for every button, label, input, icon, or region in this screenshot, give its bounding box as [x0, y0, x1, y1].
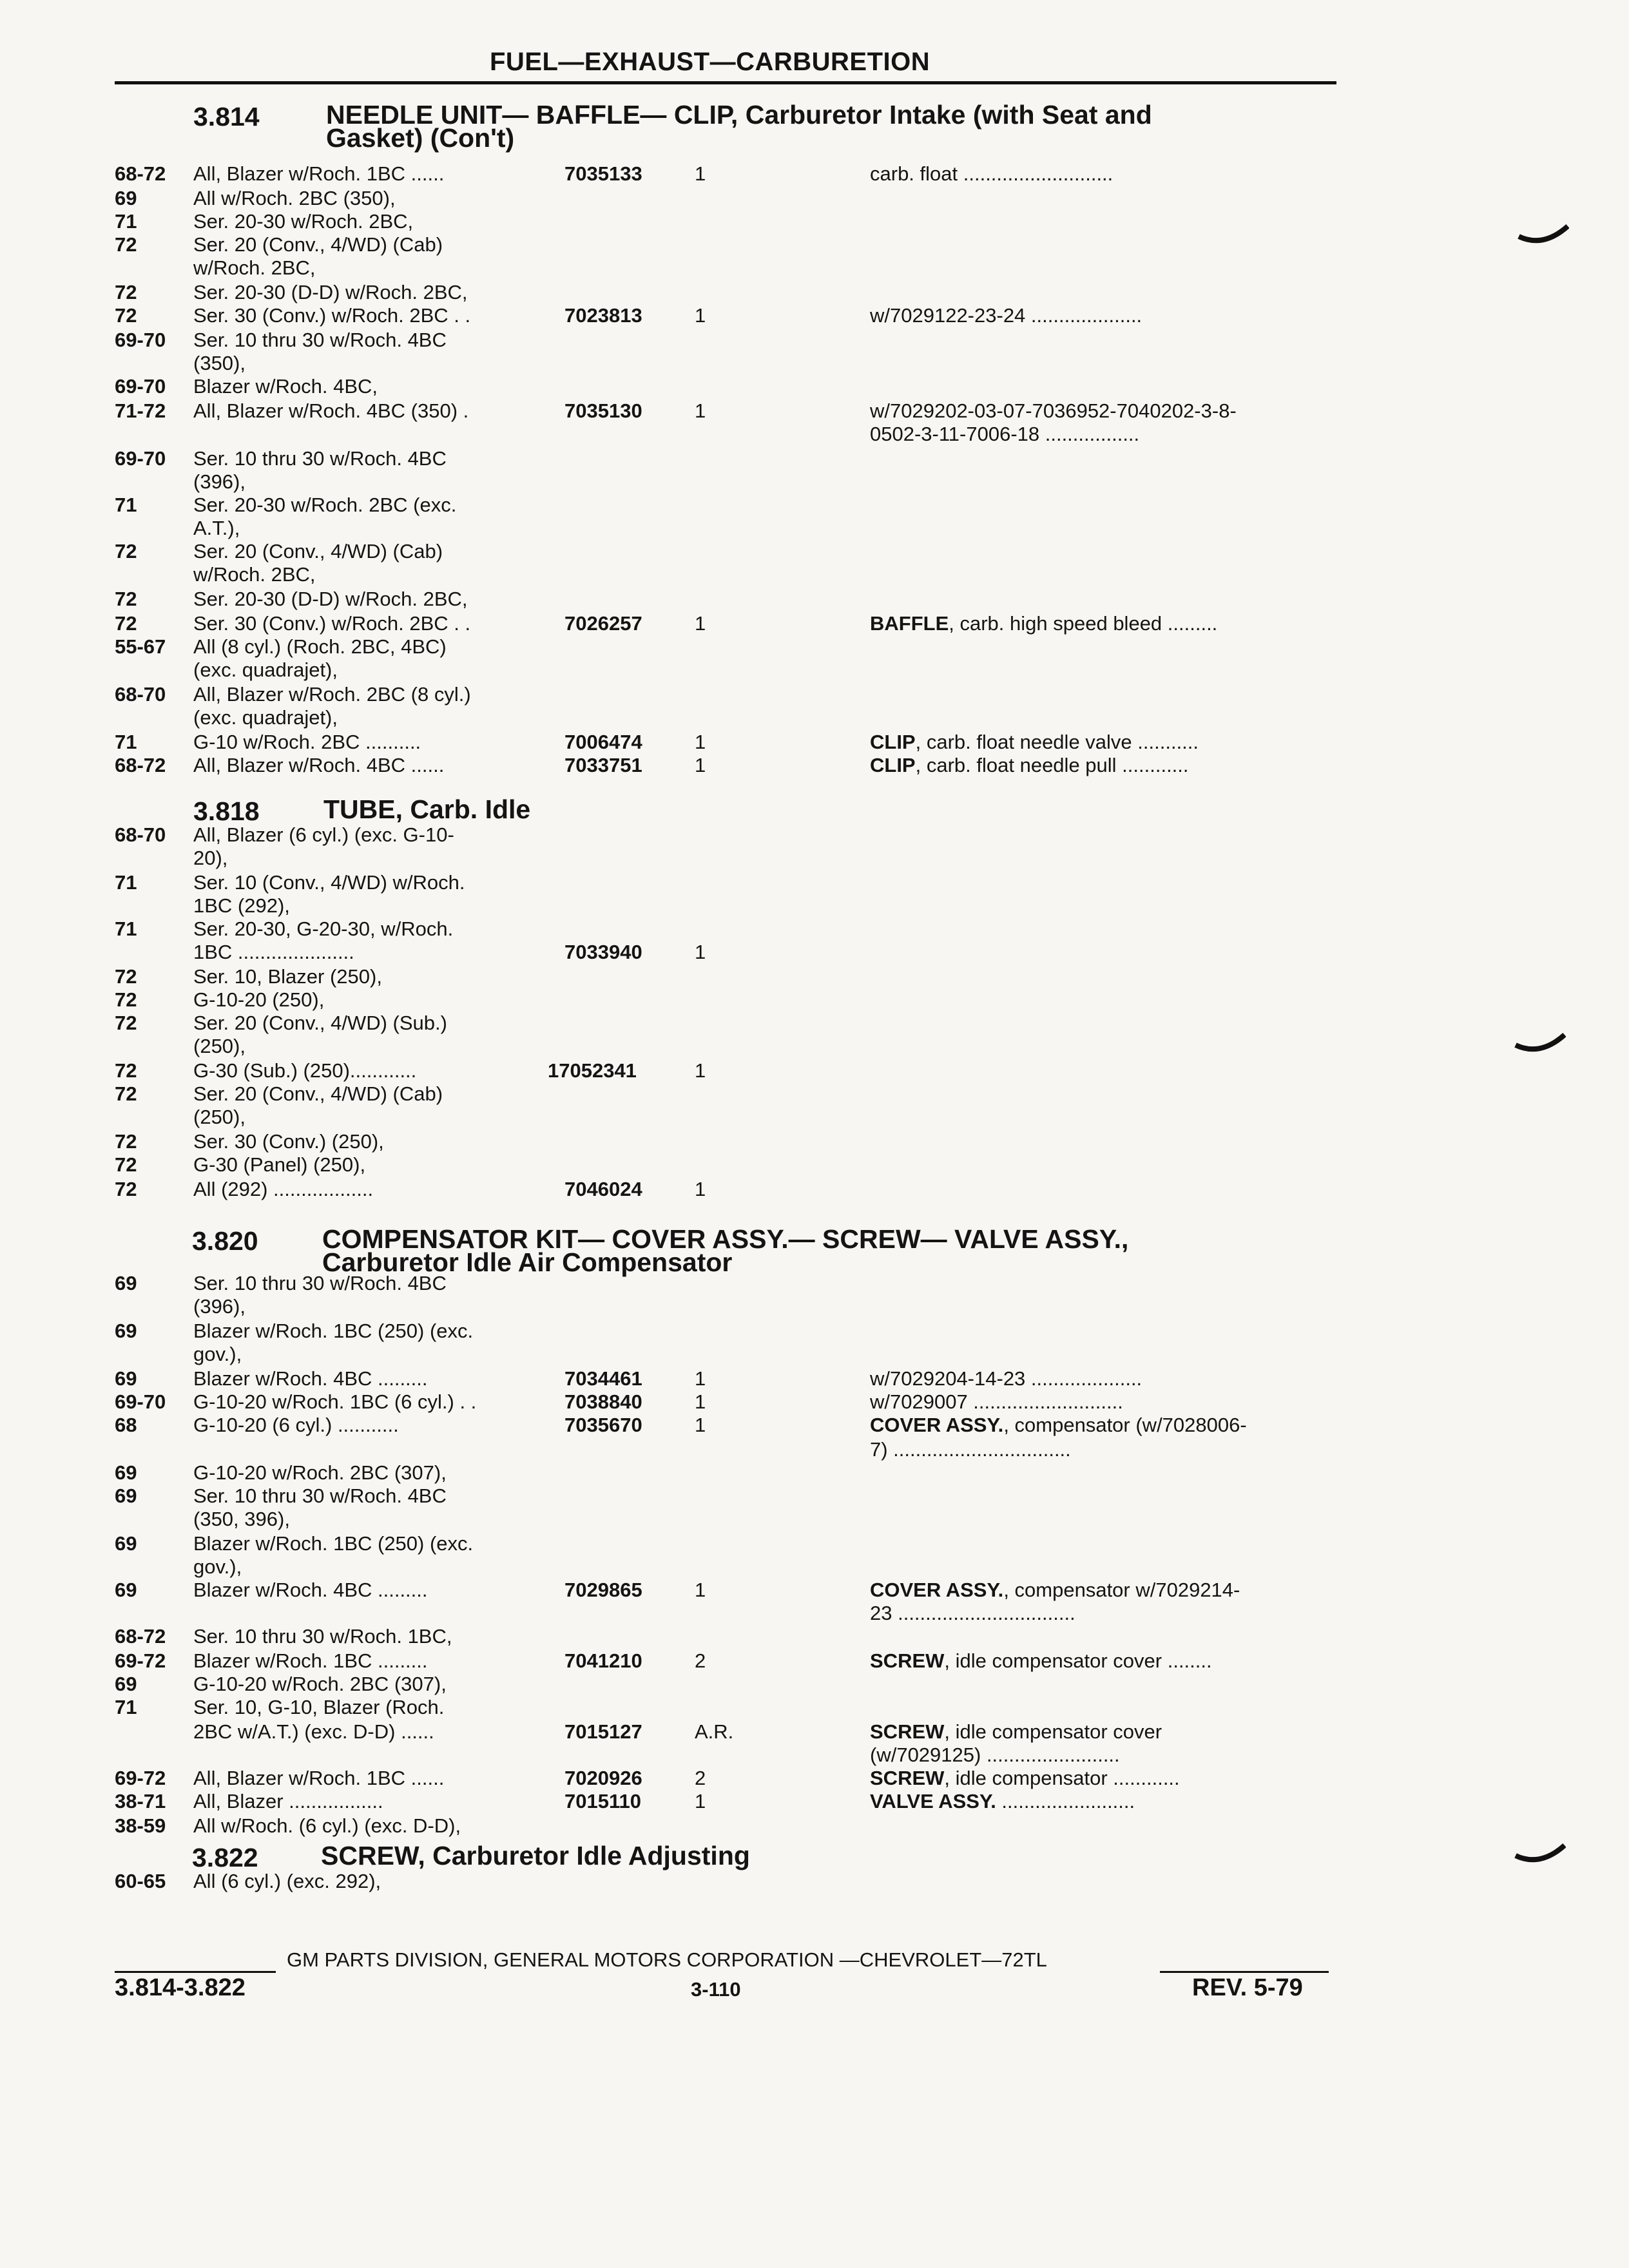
row-application: All, Blazer w/Roch. 4BC ...... [193, 754, 445, 776]
row-year: 71 [115, 1696, 137, 1718]
section-3818-title: TUBE, Carb. Idle [323, 794, 531, 824]
row-application: G-10-20 (6 cyl.) ........... [193, 1414, 399, 1436]
row-year: 69 [115, 1485, 137, 1507]
row-year: 72 [115, 1130, 137, 1153]
row-part-number: 7035130 [564, 399, 642, 422]
row-application: 2BC w/A.T.) (exc. D-D) ...... [193, 1720, 434, 1743]
row-year: 69 [115, 1320, 137, 1342]
row-part-number: 7033751 [564, 754, 642, 776]
section-3814-title: NEEDLE UNIT— BAFFLE— CLIP, Carburetor Intake (with Seat and Gasket) (Con't) [326, 100, 1152, 153]
row-year: 69 [115, 1673, 137, 1695]
row-part-number: 7026257 [564, 612, 642, 635]
section-3820-number: 3.820 [192, 1226, 258, 1256]
row-part-number: 7020926 [564, 1767, 642, 1789]
row-application: All (292) .................. [193, 1178, 374, 1200]
section-3814-number: 3.814 [193, 102, 260, 131]
row-application: Ser. 10 thru 30 w/Roch. 1BC, [193, 1625, 452, 1648]
row-year: 69-70 [115, 375, 166, 398]
footer-page-number: 3-110 [691, 1978, 741, 2001]
row-description: w/7029202-03-07-7036952-7040202-3-8- [870, 399, 1237, 422]
footer-section-range: 3.814-3.822 [115, 1974, 246, 2001]
row-application: G-10-20 w/Roch. 2BC (307), [193, 1461, 447, 1484]
row-description: CLIP, carb. float needle valve ........... [870, 731, 1199, 753]
row-application: G-30 (Panel) (250), [193, 1153, 366, 1176]
row-application: Blazer w/Roch. 4BC, [193, 375, 378, 398]
row-quantity: 1 [695, 1367, 706, 1390]
row-application: Ser. 10 thru 30 w/Roch. 4BC [193, 1485, 447, 1507]
row-application: Ser. 30 (Conv.) w/Roch. 2BC . . [193, 304, 471, 327]
row-part-number: 7033940 [564, 941, 642, 963]
row-quantity: 2 [695, 1649, 706, 1672]
row-part-number: 7006474 [564, 731, 642, 753]
row-year: 72 [115, 588, 137, 610]
row-application: Ser. 20-30 w/Roch. 2BC (exc. [193, 494, 457, 516]
row-year: 68-70 [115, 823, 166, 846]
row-description: SCREW, idle compensator ............ [870, 1767, 1180, 1789]
row-year: 72 [115, 612, 137, 635]
row-description: CLIP, carb. float needle pull ............ [870, 754, 1189, 776]
footer-rule-left [115, 1971, 276, 1973]
row-application: Ser. 20 (Conv., 4/WD) (Sub.) [193, 1012, 447, 1034]
row-application: (350, 396), [193, 1508, 290, 1530]
row-application: Ser. 20-30 (D-D) w/Roch. 2BC, [193, 588, 468, 610]
row-quantity: 1 [695, 754, 706, 776]
section-3820-title: COMPENSATOR KIT— COVER ASSY.— SCREW— VALVE ASSY., Carburetor Idle Air Compensator [322, 1224, 1129, 1277]
footer-revision: REV. 5-79 [1192, 1974, 1303, 2001]
row-year: 69 [115, 1532, 137, 1555]
row-year: 69-70 [115, 447, 166, 470]
row-year: 69-70 [115, 1390, 166, 1413]
row-application: All, Blazer w/Roch. 1BC ...... [193, 162, 445, 185]
row-application: Ser. 20-30, G-20-30, w/Roch. [193, 918, 454, 940]
row-part-number: 7035133 [564, 162, 642, 185]
row-description: SCREW, idle compensator cover [870, 1720, 1162, 1743]
row-quantity: 1 [695, 162, 706, 185]
row-year: 72 [115, 1012, 137, 1034]
footer-publisher: GM PARTS DIVISION, GENERAL MOTORS CORPORATION —CHEVROLET—72TL [287, 1948, 1047, 1971]
row-year: 72 [115, 233, 137, 256]
row-application: (250), [193, 1035, 246, 1057]
row-application: Ser. 20 (Conv., 4/WD) (Cab) [193, 540, 443, 562]
row-quantity: 1 [695, 1790, 706, 1812]
row-application: (250), [193, 1106, 246, 1128]
row-quantity: 1 [695, 1059, 706, 1082]
row-description: BAFFLE, carb. high speed bleed ......... [870, 612, 1218, 635]
row-year: 69 [115, 187, 137, 209]
row-description: w/7029204-14-23 .................... [870, 1367, 1142, 1390]
section-3822-number: 3.822 [192, 1843, 258, 1872]
row-quantity: 1 [695, 1579, 706, 1601]
row-description: carb. float ........................... [870, 162, 1113, 185]
row-application: Blazer w/Roch. 1BC ......... [193, 1649, 428, 1672]
row-year: 69 [115, 1367, 137, 1390]
row-year: 69 [115, 1579, 137, 1601]
row-description: w/7029122-23-24 .................... [870, 304, 1142, 327]
row-year: 69-72 [115, 1649, 166, 1672]
row-description: COVER ASSY., compensator (w/7028006- [870, 1414, 1247, 1436]
row-application: G-10 w/Roch. 2BC .......... [193, 731, 421, 753]
row-year: 72 [115, 304, 137, 327]
row-application: All (6 cyl.) (exc. 292), [193, 1870, 381, 1892]
row-application: G-10-20 w/Roch. 2BC (307), [193, 1673, 447, 1695]
row-quantity: 1 [695, 1414, 706, 1436]
row-application: (350), [193, 352, 246, 374]
row-application: All w/Roch. 2BC (350), [193, 187, 396, 209]
row-application: Blazer w/Roch. 4BC ......... [193, 1367, 428, 1390]
row-year: 69 [115, 1461, 137, 1484]
row-description: w/7029007 ........................... [870, 1390, 1123, 1413]
binder-hole-mark [1518, 222, 1569, 248]
row-quantity: 1 [695, 1390, 706, 1413]
row-year: 72 [115, 1153, 137, 1176]
row-year: 68-72 [115, 162, 166, 185]
row-application: 1BC (292), [193, 894, 290, 917]
row-year: 69-72 [115, 1767, 166, 1789]
row-application: Ser. 10 thru 30 w/Roch. 4BC [193, 1272, 447, 1294]
row-quantity: 1 [695, 1178, 706, 1200]
row-quantity: 1 [695, 304, 706, 327]
row-year: 60-65 [115, 1870, 166, 1892]
row-year: 72 [115, 1059, 137, 1082]
row-quantity: 2 [695, 1767, 706, 1789]
row-year: 68-72 [115, 754, 166, 776]
row-year: 68-72 [115, 1625, 166, 1648]
row-part-number: 7023813 [564, 304, 642, 327]
row-application: (396), [193, 470, 246, 493]
row-application: Blazer w/Roch. 1BC (250) (exc. [193, 1320, 474, 1342]
row-year: 71-72 [115, 399, 166, 422]
row-application: All (8 cyl.) (Roch. 2BC, 4BC) [193, 635, 447, 658]
row-application: (exc. quadrajet), [193, 706, 338, 729]
row-description: SCREW, idle compensator cover ........ [870, 1649, 1212, 1672]
row-year: 72 [115, 988, 137, 1011]
row-application: Ser. 10 (Conv., 4/WD) w/Roch. [193, 871, 465, 894]
row-application: Ser. 30 (Conv.) (250), [193, 1130, 384, 1153]
row-application: Ser. 20-30 (D-D) w/Roch. 2BC, [193, 281, 468, 303]
binder-hole-mark [1514, 1031, 1566, 1057]
row-application: 20), [193, 847, 228, 869]
row-application: All, Blazer (6 cyl.) (exc. G-10- [193, 823, 454, 846]
section-3822-title: SCREW, Carburetor Idle Adjusting [321, 1841, 750, 1870]
row-part-number: 7015127 [564, 1720, 642, 1743]
row-application: Ser. 10, G-10, Blazer (Roch. [193, 1696, 445, 1718]
row-quantity: A.R. [695, 1720, 734, 1743]
row-year: 71 [115, 210, 137, 233]
row-year: 69 [115, 1272, 137, 1294]
row-part-number: 7035670 [564, 1414, 642, 1436]
row-description: COVER ASSY., compensator w/7029214- [870, 1579, 1240, 1601]
row-description: 0502-3-11-7006-18 ................. [870, 423, 1140, 445]
row-year: 38-71 [115, 1790, 166, 1812]
row-application: G-10-20 (250), [193, 988, 325, 1011]
row-application: w/Roch. 2BC, [193, 256, 316, 279]
row-year: 55-67 [115, 635, 166, 658]
row-application: All w/Roch. (6 cyl.) (exc. D-D), [193, 1814, 461, 1837]
row-application: (396), [193, 1295, 246, 1318]
row-application: w/Roch. 2BC, [193, 563, 316, 586]
row-application: All, Blazer w/Roch. 2BC (8 cyl.) [193, 683, 471, 706]
row-year: 68-70 [115, 683, 166, 706]
row-part-number: 7038840 [564, 1390, 642, 1413]
row-part-number: 17052341 [548, 1059, 637, 1082]
row-application: G-10-20 w/Roch. 1BC (6 cyl.) . . [193, 1390, 477, 1413]
row-application: Ser. 30 (Conv.) w/Roch. 2BC . . [193, 612, 471, 635]
row-application: Ser. 10 thru 30 w/Roch. 4BC [193, 329, 447, 351]
row-application: Blazer w/Roch. 1BC (250) (exc. [193, 1532, 474, 1555]
row-quantity: 1 [695, 941, 706, 963]
row-year: 72 [115, 540, 137, 562]
row-application: Ser. 20-30 w/Roch. 2BC, [193, 210, 414, 233]
row-part-number: 7015110 [564, 1790, 641, 1812]
row-description: VALVE ASSY. ........................ [870, 1790, 1135, 1812]
row-description: 7) ................................ [870, 1438, 1071, 1461]
row-part-number: 7029865 [564, 1579, 642, 1601]
row-year: 71 [115, 494, 137, 516]
row-application: Ser. 10 thru 30 w/Roch. 4BC [193, 447, 447, 470]
row-description: (w/7029125) ........................ [870, 1744, 1120, 1766]
binder-hole-mark [1514, 1841, 1566, 1867]
row-application: All, Blazer w/Roch. 4BC (350) . [193, 399, 469, 422]
row-year: 71 [115, 871, 137, 894]
row-year: 71 [115, 731, 137, 753]
row-quantity: 1 [695, 731, 706, 753]
row-application: Ser. 20 (Conv., 4/WD) (Cab) [193, 233, 443, 256]
row-part-number: 7046024 [564, 1178, 642, 1200]
row-application: Ser. 10, Blazer (250), [193, 965, 382, 988]
row-application: A.T.), [193, 517, 240, 539]
row-part-number: 7041210 [564, 1649, 642, 1672]
row-application: All, Blazer ................. [193, 1790, 383, 1812]
row-year: 72 [115, 281, 137, 303]
row-quantity: 1 [695, 612, 706, 635]
row-year: 68 [115, 1414, 137, 1436]
row-year: 72 [115, 1178, 137, 1200]
row-application: 1BC ..................... [193, 941, 354, 963]
row-application: (exc. quadrajet), [193, 658, 338, 681]
row-application: All, Blazer w/Roch. 1BC ...... [193, 1767, 445, 1789]
row-year: 72 [115, 1082, 137, 1105]
header-rule [115, 81, 1336, 84]
row-year: 71 [115, 918, 137, 940]
row-application: gov.), [193, 1343, 242, 1365]
row-year: 72 [115, 965, 137, 988]
page-header-title: FUEL—EXHAUST—CARBURETION [490, 48, 930, 76]
row-quantity: 1 [695, 399, 706, 422]
footer-rule-right [1160, 1971, 1329, 1973]
row-application: Blazer w/Roch. 4BC ......... [193, 1579, 428, 1601]
row-description: 23 ................................ [870, 1602, 1075, 1624]
section-3818-number: 3.818 [193, 796, 260, 826]
row-application: G-30 (Sub.) (250)............ [193, 1059, 417, 1082]
row-application: Ser. 20 (Conv., 4/WD) (Cab) [193, 1082, 443, 1105]
row-application: gov.), [193, 1555, 242, 1578]
row-year: 38-59 [115, 1814, 166, 1837]
row-year: 69-70 [115, 329, 166, 351]
row-part-number: 7034461 [564, 1367, 642, 1390]
